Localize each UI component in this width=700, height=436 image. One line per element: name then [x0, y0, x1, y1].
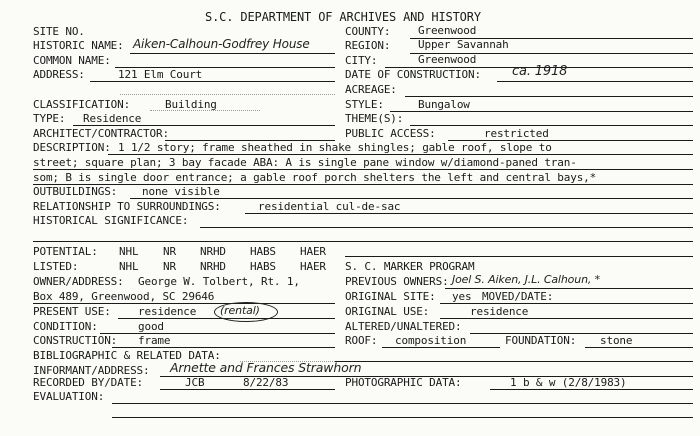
city-value: Greenwood — [418, 53, 477, 66]
description-rule-3 — [33, 184, 693, 185]
public-access-label: PUBLIC ACCESS: — [345, 127, 436, 140]
site-no-label: SITE NO. — [33, 25, 85, 38]
photographic-line — [490, 389, 693, 390]
description-line-2: street; square plan; 3 bay facade ABA: A is single pane window w/diamond-paned tran- — [33, 156, 577, 169]
listed-label: LISTED: — [33, 260, 79, 273]
previous-owners-line — [445, 288, 693, 289]
relationship-line — [245, 213, 693, 214]
bibliographic-label: BIBLIOGRAPHIC & RELATED DATA: — [33, 349, 221, 362]
owner-line-2: Box 489, Greenwood, SC 29646 — [33, 290, 215, 303]
roof-line — [382, 347, 500, 348]
owner-label: OWNER/ADDRESS: — [33, 275, 124, 288]
recorded-date: 8/22/83 — [243, 376, 289, 389]
county-value: Greenwood — [418, 24, 477, 37]
classification-label: CLASSIFICATION: — [33, 98, 131, 111]
historic-name-line — [130, 53, 335, 54]
potential-habs: HABS — [250, 245, 276, 258]
potential-right-rule — [345, 256, 693, 257]
photographic-value: 1 b & w (2/8/1983) — [510, 376, 627, 389]
recorded-line — [160, 389, 335, 390]
description-line-1: 1 1/2 story; frame sheathed in shake shingles; gable roof, slope to — [118, 141, 552, 154]
relationship-label: RELATIONSHIP TO SURROUNDINGS: — [33, 200, 221, 213]
type-line — [73, 125, 335, 126]
original-site-line — [440, 303, 693, 304]
previous-owners-value: Joel S. Aiken, J.L. Calhoun, * — [452, 273, 600, 286]
description-line-3: som; B is single door entrance; a gable roof porch shelters the left and central bays,* — [33, 171, 597, 184]
description-label: DESCRIPTION: — [33, 141, 111, 154]
roof-label: ROOF: — [345, 334, 378, 347]
historic-name-label: HISTORIC NAME: — [33, 39, 124, 52]
description-rule-1 — [108, 154, 693, 155]
listed-habs: HABS — [250, 260, 276, 273]
foundation-label: FOUNDATION: — [505, 334, 577, 347]
county-label: COUNTY: — [345, 25, 391, 38]
construction-line — [112, 347, 335, 348]
present-use-note-circle — [214, 302, 278, 322]
owner-line-1: George W. Tolbert, Rt. 1, — [138, 275, 300, 288]
roof-value: composition — [395, 334, 467, 347]
type-label: TYPE: — [33, 112, 66, 125]
outbuildings-label: OUTBUILDINGS: — [33, 185, 118, 198]
foundation-line — [585, 347, 693, 348]
original-use-label: ORIGINAL USE: — [345, 305, 430, 318]
informant-label: INFORMANT/ADDRESS: — [33, 364, 150, 377]
architect-label: ARCHITECT/CONTRACTOR: — [33, 127, 169, 140]
evaluation-rule-1 — [112, 403, 693, 404]
original-site-label: ORIGINAL SITE: — [345, 290, 436, 303]
listed-nrhd: NRHD — [200, 260, 226, 273]
historical-significance-label: HISTORICAL SIGNIFICANCE: — [33, 214, 189, 227]
type-value: Residence — [83, 112, 142, 125]
recorded-by: JCB — [185, 376, 205, 389]
photographic-label: PHOTOGRAPHIC DATA: — [345, 376, 462, 389]
present-use-label: PRESENT USE: — [33, 305, 111, 318]
present-use-line — [118, 318, 335, 319]
previous-owners-label: PREVIOUS OWNERS: — [345, 275, 449, 288]
acreage-label: ACREAGE: — [345, 83, 397, 96]
construction-value: frame — [138, 334, 171, 347]
style-value: Bungalow — [418, 98, 470, 111]
common-name-label: COMMON NAME: — [33, 54, 111, 67]
marker-program-label: S. C. MARKER PROGRAM — [345, 260, 475, 273]
address-line — [90, 81, 335, 82]
altered-label: ALTERED/UNALTERED: — [345, 320, 462, 333]
historical-significance-rule-1 — [200, 227, 693, 228]
outbuildings-line — [130, 198, 693, 199]
potential-haer: HAER — [300, 245, 326, 258]
altered-line — [470, 333, 693, 334]
historical-significance-rule-2 — [33, 241, 693, 242]
potential-label: POTENTIAL: — [33, 245, 98, 258]
public-access-value: restricted — [484, 127, 549, 140]
original-use-value: residence — [470, 305, 529, 318]
address-value: 121 Elm Court — [118, 68, 203, 81]
bibliographic-line — [335, 361, 693, 362]
relationship-value: residential cul-de-sac — [258, 200, 401, 213]
evaluation-label: EVALUATION: — [33, 390, 105, 403]
address-dotted-line — [120, 94, 335, 95]
region-value: Upper Savannah — [418, 38, 509, 51]
style-label: STYLE: — [345, 98, 384, 111]
listed-nr: NR — [163, 260, 176, 273]
original-use-line — [440, 318, 693, 319]
date-of-construction-value: ca. 1918 — [512, 64, 568, 79]
foundation-value: stone — [600, 334, 633, 347]
listed-nhl: NHL — [119, 260, 139, 273]
date-of-construction-line — [497, 81, 693, 82]
listed-haer: HAER — [300, 260, 326, 273]
outbuildings-value: none visible — [142, 185, 220, 198]
potential-nrhd: NRHD — [200, 245, 226, 258]
classification-value: Building — [165, 98, 217, 111]
recorded-label: RECORDED BY/DATE: — [33, 376, 144, 389]
present-use-note: (rental) — [220, 304, 260, 317]
present-use-value: residence — [138, 305, 197, 318]
form-header: S.C. DEPARTMENT OF ARCHIVES AND HISTORY — [205, 10, 481, 24]
themes-label: THEME(S): — [345, 112, 404, 125]
description-rule-2 — [33, 169, 693, 170]
owner-rule — [33, 303, 335, 304]
evaluation-rule-2 — [112, 417, 693, 418]
construction-label: CONSTRUCTION: — [33, 334, 118, 347]
condition-line — [100, 333, 335, 334]
potential-nhl: NHL — [119, 245, 139, 258]
themes-line — [410, 125, 693, 126]
city-label: CITY: — [345, 54, 378, 67]
original-site-value: yes — [452, 290, 472, 303]
acreage-line — [405, 96, 693, 97]
classification-dotted-line — [150, 110, 260, 111]
date-of-construction-label: DATE OF CONSTRUCTION: — [345, 68, 481, 81]
historic-name-value: Aiken-Calhoun-Godfrey House — [133, 37, 310, 51]
condition-label: CONDITION: — [33, 320, 98, 333]
style-line — [390, 111, 693, 112]
informant-value: Arnette and Frances Strawhorn — [170, 360, 362, 375]
potential-nr: NR — [163, 245, 176, 258]
condition-value: good — [138, 320, 164, 333]
moved-date-label: MOVED/DATE: — [482, 290, 554, 303]
address-label: ADDRESS: — [33, 68, 85, 81]
region-label: REGION: — [345, 39, 391, 52]
